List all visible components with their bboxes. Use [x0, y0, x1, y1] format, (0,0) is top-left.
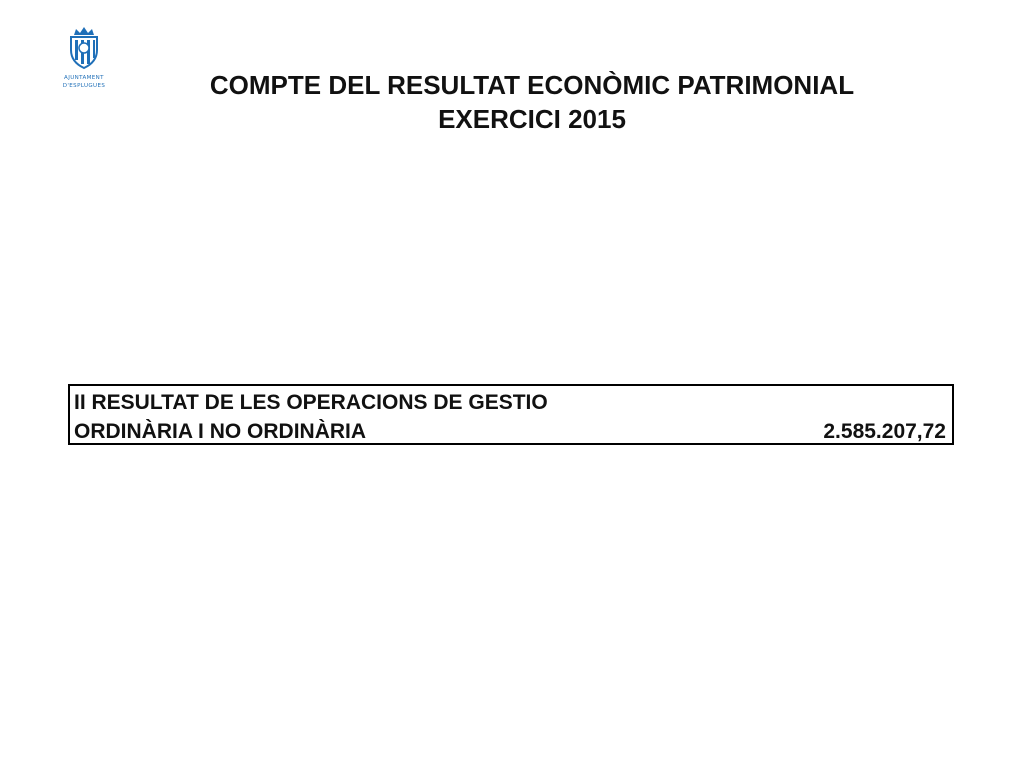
page-title-line2: EXERCICI 2015 — [438, 104, 626, 134]
result-value: 2.585.207,72 — [823, 420, 946, 443]
coat-of-arms-icon — [66, 26, 102, 70]
result-table — [68, 384, 954, 445]
page-title — [0, 68, 1024, 136]
page-title-line1: COMPTE DEL RESULTAT ECONÒMIC PATRIMONIAL — [209, 70, 855, 100]
result-label-line1: II RESULTAT DE LES OPERACIONS DE GESTIO — [74, 391, 548, 414]
logo-caption-line1: AJUNTAMENT — [64, 75, 104, 81]
result-label-line2: ORDINÀRIA I NO ORDINÀRIA — [74, 420, 367, 443]
logo-caption-line2: D'ESPLUGUES — [62, 83, 106, 89]
